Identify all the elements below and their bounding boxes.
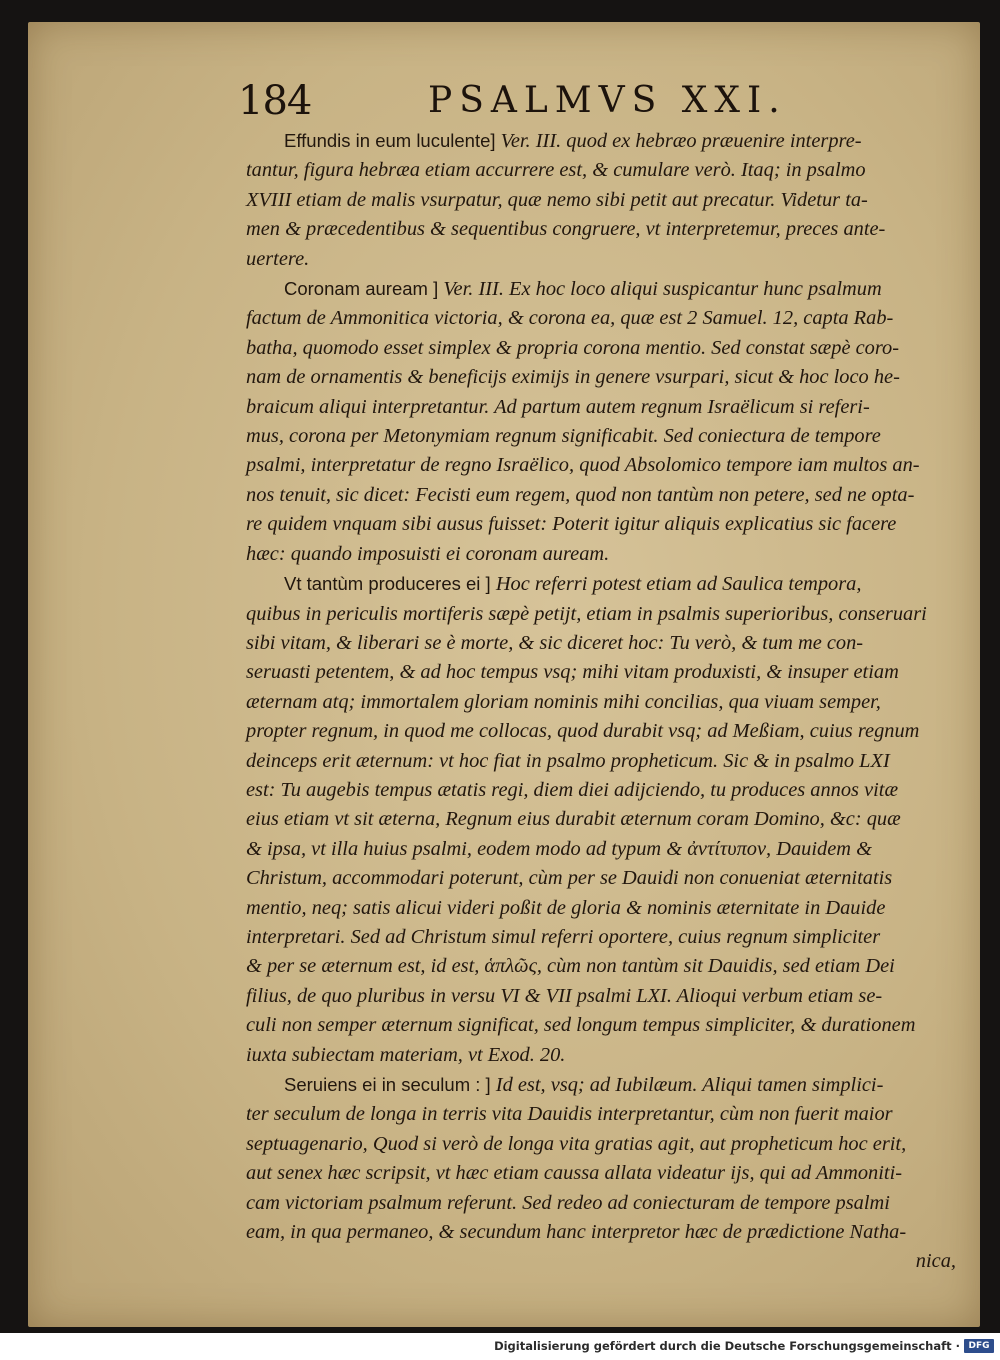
text-line: nos tenuit, sic dicet: Fecisti eum regem, quod non tantùm non petere, sed ne opta-: [246, 483, 915, 506]
text-line: eam, in qua permaneo, & secundum hanc interpretor hæc de prædictione Natha-: [246, 1221, 907, 1244]
text-line: Christum, accommodari poterunt, cùm per se Dauidi non conueniat æternitatis: [246, 867, 893, 890]
text-line: mus, corona per Metonymiam regnum significabit. Sed coniectura de tempore: [246, 425, 881, 448]
text-line: nam de ornamentis & beneficijs eximijs in genere vsurpari, sicut & hoc loco he-: [246, 366, 900, 389]
text-line: aut senex hæc scripsit, vt hæc etiam caussa allata videatur ijs, qui ad Ammoniti-: [246, 1162, 903, 1185]
text-line: cam victoriam psalmum referunt. Sed redeo ad coniecturam de tempore psalmi: [246, 1191, 890, 1214]
text-line: interpretari. Sed ad Christum simul referri oportere, cuius regnum simpliciter: [246, 925, 881, 948]
line-text: Id est, vsq; ad Iubilæum. Aliqui tamen simplici-: [495, 1074, 884, 1096]
paragraph: [246, 274, 964, 569]
text-line: quibus in periculis mortiferis sæpè petijt, etiam in psalmis superioribus, conseruari: [246, 602, 927, 625]
paragraph: [246, 126, 964, 274]
paragraph: [246, 569, 964, 1070]
text-line: re quidem vnquam sibi ausus fuisset: Poterit igitur aliquis explicatius sic facere: [246, 513, 897, 536]
text-line: seruasti petentem, & ad hoc tempus vsq; mihi vitam produxisti, & insuper etiam: [246, 661, 899, 684]
text-line: septuagenario, Quod si verò de longa vita gratias agit, aut propheticum hoc erit,: [246, 1132, 907, 1155]
text-line: psalmi, interpretatur de regno Israëlico, quod Absolomico tempore iam multos an-: [246, 454, 920, 477]
text-line: & per se æternum est, id est, ἁπλῶς, cùm non tantùm sit Dauidis, sed etiam Dei: [246, 955, 895, 978]
text-line: culi non semper æternum significat, sed longum tempus simpliciter, & durationem: [246, 1014, 916, 1037]
text-line: propter regnum, in quod me collocas, quod durabit vsq; ad Meßiam, cuius regnum: [246, 720, 920, 743]
text-line: [246, 126, 964, 156]
text-line: batha, quomodo esset simplex & propria corona mentio. Sed constat sæpè coro-: [246, 336, 899, 359]
running-head: PSALMVS XXI.: [428, 80, 787, 121]
dfg-logo-icon: DFG: [964, 1339, 994, 1353]
text-line: [246, 1070, 964, 1100]
text-line: men & præcedentibus & sequentibus congruere, vt interpretemur, preces ante-: [246, 218, 886, 241]
text-line: eius etiam vt sit æterna, Regnum eius durabit æternum coram Domino, &c: quæ: [246, 808, 901, 831]
lemma: Seruiens ei in seculum : ]: [284, 1074, 491, 1095]
lemma: Coronam auream ]: [284, 278, 439, 300]
text-line: braicum aliqui interpretantur. Ad partum autem regnum Israëlicum si referi-: [246, 395, 870, 418]
text-line: [246, 274, 964, 304]
text-line: nica,: [915, 1250, 956, 1273]
line-text: Ver. III. Ex hoc loco aliqui suspicantur hunc psalmum: [443, 278, 882, 301]
lemma: Effundis in eum luculente]: [284, 130, 496, 151]
text-line: & ipsa, vt illa huius psalmi, eodem modo ad typum & ἀντίτυπον, Dauidem &: [246, 837, 872, 860]
page-number: 184: [238, 78, 312, 124]
paragraph: [246, 1070, 964, 1277]
text-line: deinceps erit æternum: vt hoc fiat in psalmo propheticum. Sic & in psalmo LXI: [246, 749, 890, 772]
commentary-body: [246, 126, 964, 1277]
text-line: æternam atq; immortalem gloriam nominis mihi concilias, qua viuam semper,: [246, 690, 881, 713]
text-line: est: Tu augebis tempus ætatis regi, diem diei adijciendo, tu produces annos vitæ: [246, 778, 899, 801]
digitization-footer: [0, 1333, 1000, 1360]
text-line: hæc: quando imposuisti ei coronam auream.: [246, 542, 610, 565]
text-line: filius, de quo pluribus in versu VI & VII psalmi LXI. Alioqui verbum etiam se-: [246, 984, 883, 1007]
text-line: ter seculum de longa in terris vita Dauidis interpretantur, cùm non fuerit maior: [246, 1103, 893, 1126]
text-line: uertere.: [246, 247, 310, 270]
text-line: iuxta subiectam materiam, vt Exod. 20.: [246, 1043, 566, 1066]
text-line: mentio, neq; satis alicui videri poßit de gloria & nominis æternitate in Dauide: [246, 896, 886, 919]
text-line: XVIII etiam de malis vsurpatur, quæ nemo sibi petit aut precatur. Videtur ta-: [246, 188, 868, 211]
page-header: [238, 78, 798, 126]
text-line: tantur, figura hebræa etiam accurrere est, & cumulare verò. Itaq; in psalmo: [246, 159, 866, 182]
funding-credit: Digitalisierung gefördert durch die Deutsche Forschungsgemeinschaft ·: [494, 1339, 960, 1353]
line-text: Ver. III. quod ex hebræo præuenire interpre-: [500, 130, 862, 152]
text-line: sibi vitam, & liberari se è morte, & sic diceret hoc: Tu verò, & tum me con-: [246, 631, 864, 654]
text-line: [246, 569, 964, 599]
lemma: Vt tantùm produceres ei ]: [284, 573, 491, 595]
text-line: factum de Ammonitica victoria, & corona ea, quæ est 2 Samuel. 12, capta Rab-: [246, 307, 894, 330]
line-text: Hoc referri potest etiam ad Saulica tempora,: [495, 573, 862, 596]
